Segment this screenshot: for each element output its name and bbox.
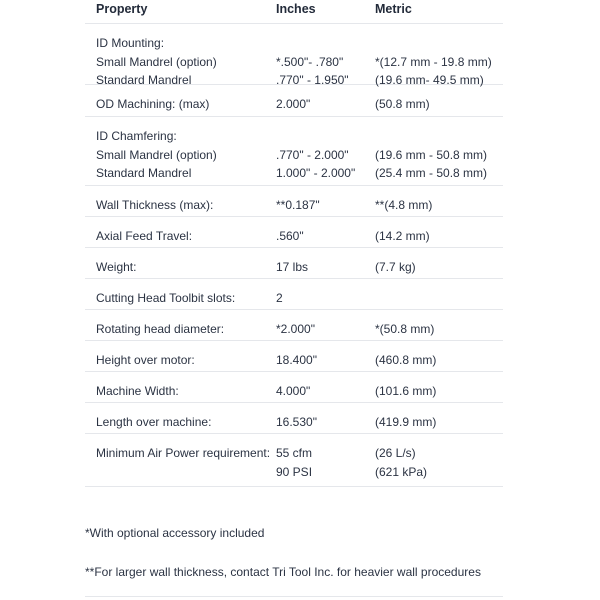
cell-line bbox=[375, 127, 503, 146]
inches-cell bbox=[276, 413, 375, 433]
cell-line: ID Chamfering: bbox=[96, 129, 177, 143]
inches-cell bbox=[276, 351, 375, 371]
inches-cell bbox=[276, 127, 375, 185]
inches-cell bbox=[276, 95, 375, 116]
cell-line: Weight: bbox=[96, 260, 137, 274]
cell-line bbox=[375, 289, 503, 308]
property-cell bbox=[85, 413, 276, 433]
cell-line: Machine Width: bbox=[96, 384, 179, 398]
inches-cell bbox=[276, 320, 375, 340]
cell-line: (419.9 mm) bbox=[375, 415, 437, 429]
cell-line bbox=[276, 127, 375, 146]
cell-line: 1.000" - 2.000" bbox=[276, 166, 356, 180]
cell-line: 55 cfm bbox=[276, 446, 313, 460]
metric-cell bbox=[375, 258, 503, 278]
cell-line: (26 L/s) bbox=[375, 446, 416, 460]
property-cell bbox=[85, 382, 276, 402]
bottom-divider bbox=[85, 596, 503, 597]
metric-cell bbox=[375, 351, 503, 371]
cell-line: (50.8 mm) bbox=[375, 97, 430, 111]
property-cell bbox=[85, 289, 276, 309]
table-row bbox=[85, 372, 503, 403]
metric-cell bbox=[375, 34, 503, 87]
cell-line: 2 bbox=[276, 291, 283, 305]
cell-line: 2.000" bbox=[276, 97, 311, 111]
table-row bbox=[85, 434, 503, 487]
cell-line: Height over motor: bbox=[96, 353, 195, 367]
table-row bbox=[85, 24, 503, 85]
property-cell bbox=[85, 444, 276, 486]
cell-line: Axial Feed Travel: bbox=[96, 229, 193, 243]
cell-line: *2.000" bbox=[276, 322, 315, 336]
table-row bbox=[85, 310, 503, 341]
cell-line: ID Mounting: bbox=[96, 36, 165, 50]
property-cell bbox=[85, 258, 276, 278]
cell-line: (7.7 kg) bbox=[375, 260, 416, 274]
cell-line: **(4.8 mm) bbox=[375, 198, 433, 212]
inches-cell bbox=[276, 258, 375, 278]
cell-line: Standard Mandrel bbox=[96, 73, 192, 87]
table-header bbox=[85, 0, 503, 24]
cell-line: .770" - 1.950" bbox=[276, 73, 349, 87]
cell-line: .770" - 2.000" bbox=[276, 147, 349, 162]
property-cell bbox=[85, 196, 276, 216]
cell-line: (19.6 mm- 49.5 mm) bbox=[375, 73, 484, 87]
metric-cell bbox=[375, 95, 503, 116]
metric-cell bbox=[375, 127, 503, 185]
table-row bbox=[85, 117, 503, 186]
spec-table bbox=[85, 0, 503, 487]
property-cell bbox=[85, 227, 276, 247]
metric-cell bbox=[375, 382, 503, 402]
property-cell bbox=[85, 127, 276, 185]
metric-cell bbox=[375, 413, 503, 433]
note-larger-wall: **For larger wall thickness, contact Tri Tool Inc. for heavier wall procedures bbox=[85, 565, 481, 579]
cell-line: *(12.7 mm - 19.8 mm) bbox=[375, 54, 492, 69]
inches-cell bbox=[276, 444, 375, 486]
metric-cell bbox=[375, 444, 503, 486]
cell-line: Minimum Air Power requirement: bbox=[96, 446, 271, 460]
header-metric: Metric bbox=[375, 2, 412, 16]
cell-line: *(50.8 mm) bbox=[375, 322, 435, 336]
cell-line: 4.000" bbox=[276, 384, 311, 398]
cell-line: Wall Thickness (max): bbox=[96, 198, 214, 212]
cell-line: 18.400" bbox=[276, 353, 317, 367]
cell-line: Length over machine: bbox=[96, 415, 212, 429]
cell-line: 17 lbs bbox=[276, 260, 309, 274]
inches-cell bbox=[276, 382, 375, 402]
cell-line: (460.8 mm) bbox=[375, 353, 437, 367]
cell-line: 16.530" bbox=[276, 415, 317, 429]
metric-cell bbox=[375, 227, 503, 247]
cell-line: Small Mandrel (option) bbox=[96, 54, 217, 69]
property-cell bbox=[85, 320, 276, 340]
cell-line: 90 PSI bbox=[276, 464, 313, 479]
metric-cell bbox=[375, 289, 503, 309]
property-cell bbox=[85, 351, 276, 371]
cell-line: (14.2 mm) bbox=[375, 229, 430, 243]
header-property: Property bbox=[96, 2, 148, 16]
header-inches: Inches bbox=[276, 2, 316, 16]
cell-line: Cutting Head Toolbit slots: bbox=[96, 291, 236, 305]
inches-cell bbox=[276, 227, 375, 247]
inches-cell bbox=[276, 196, 375, 216]
table-row bbox=[85, 85, 503, 117]
table-body bbox=[85, 24, 503, 487]
cell-line: (101.6 mm) bbox=[375, 384, 437, 398]
cell-line: OD Machining: (max) bbox=[96, 97, 210, 111]
note-optional-accessory: *With optional accessory included bbox=[85, 526, 265, 540]
table-row bbox=[85, 341, 503, 372]
metric-cell bbox=[375, 320, 503, 340]
cell-line: Rotating head diameter: bbox=[96, 322, 225, 336]
table-row bbox=[85, 248, 503, 279]
cell-line: (25.4 mm - 50.8 mm) bbox=[375, 166, 488, 180]
metric-cell bbox=[375, 196, 503, 216]
inches-cell bbox=[276, 289, 375, 309]
cell-line: (19.6 mm - 50.8 mm) bbox=[375, 147, 488, 162]
cell-line: **0.187" bbox=[276, 198, 320, 212]
cell-line: Small Mandrel (option) bbox=[96, 147, 217, 162]
cell-line: .560" bbox=[276, 229, 304, 243]
cell-line bbox=[375, 34, 503, 53]
cell-line: (621 kPa) bbox=[375, 464, 428, 479]
inches-cell bbox=[276, 34, 375, 87]
cell-line bbox=[276, 34, 375, 53]
table-row bbox=[85, 217, 503, 248]
table-row bbox=[85, 279, 503, 310]
property-cell bbox=[85, 95, 276, 116]
table-row bbox=[85, 186, 503, 217]
property-cell bbox=[85, 34, 276, 87]
cell-line: Standard Mandrel bbox=[96, 166, 192, 180]
cell-line: *.500"- .780" bbox=[276, 54, 344, 69]
table-row bbox=[85, 403, 503, 434]
